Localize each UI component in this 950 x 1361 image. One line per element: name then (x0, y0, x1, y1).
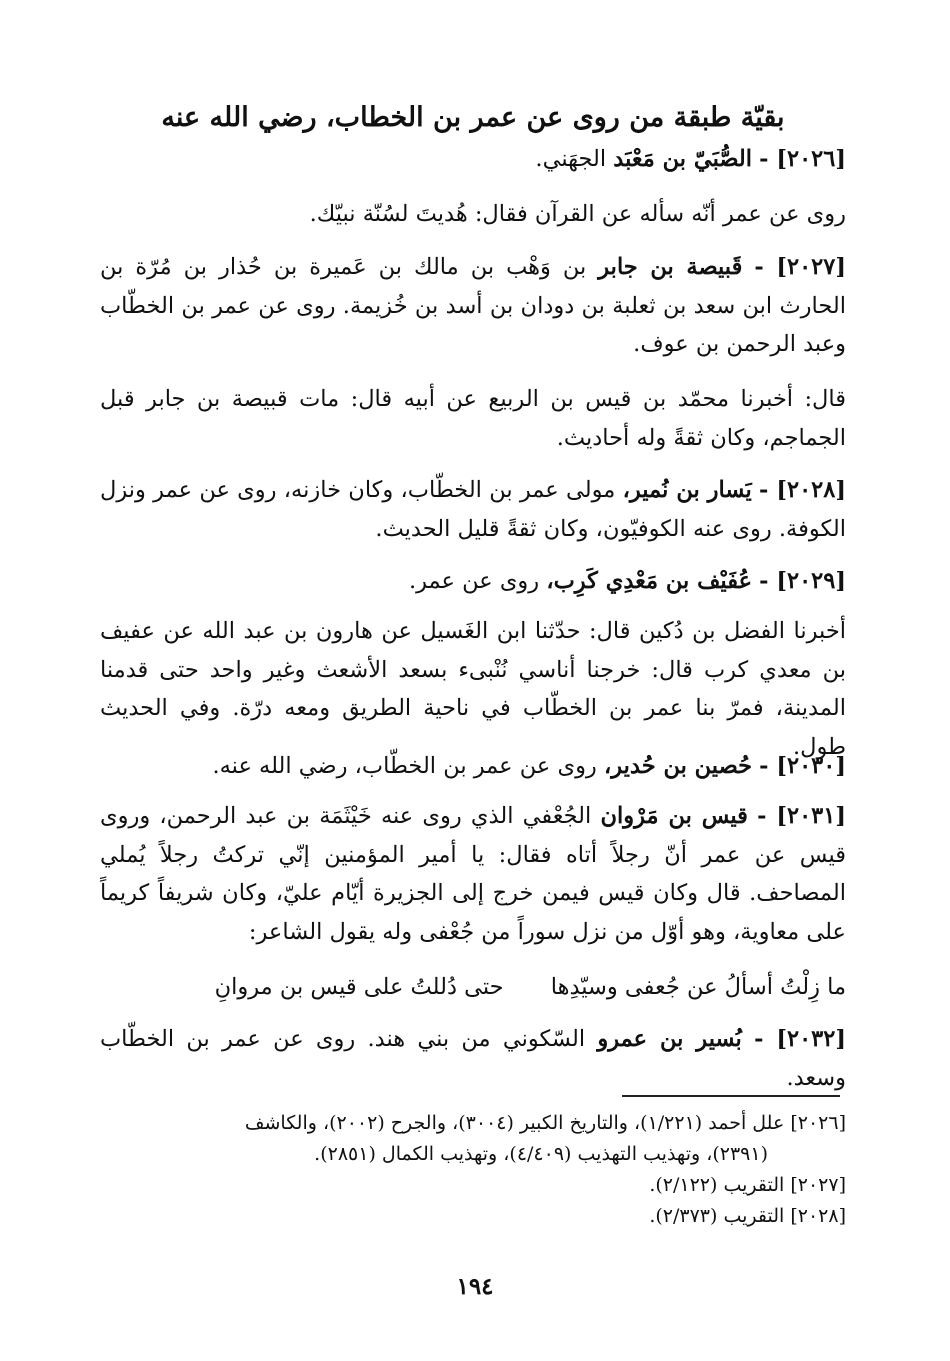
entry-name: الصُّبَيّ بن مَعْبَد (613, 146, 753, 172)
entry-number: [٢٠٢٩] - (759, 568, 846, 594)
entry-number: [٢٠٣٠] - (759, 753, 846, 779)
footnote-2027: [٢٠٢٧] التقريب (٢/١٢٢). (649, 1174, 846, 1196)
entry-text: الجهَني. (535, 146, 614, 172)
entry-name: يَسار بن نُمير، (622, 477, 752, 503)
entry-number: [٢٠٣٢] - (754, 1026, 846, 1052)
paragraph: قال: أخبرنا محمّد بن قيس بن الربيع عن أبيه قال: مات قبيصة بن جابر قبل الجماجم، وكان ثقةً وله أحاديث. (100, 386, 846, 451)
page-title: بقيّة طبقة من روى عن عمر بن الخطاب، رضي الله عنه (161, 102, 785, 133)
footnotes (100, 1108, 846, 1232)
footnote-2026-line2: (٢٣٩١)، وتهذيب التهذيب (٤/٤٠٩)، وتهذيب الكمال (٢٨٥١). (314, 1143, 768, 1165)
entry-2026 (100, 140, 846, 179)
entry-2030 (100, 747, 846, 786)
entry-number: [٢٠٢٧] - (754, 254, 846, 280)
paragraph: روى عن عمر أنّه سأله عن القرآن فقال: هُديتَ لسُنّة نبيّك. (309, 201, 846, 227)
footnote-divider (622, 1095, 840, 1097)
entry-2027 (100, 248, 846, 364)
entry-number: [٢٠٢٦] - (759, 146, 846, 172)
poetry-verse (100, 968, 846, 1006)
footnote-2026-line1: [٢٠٢٦] علل أحمد (١/٢٢١)، والتاريخ الكبير (٣٠٠٤)، والجرح (٢٠٠٢)، والكاشف (244, 1112, 846, 1134)
entry-2031 (100, 797, 846, 951)
entry-2029 (100, 562, 846, 601)
entry-name: قيس بن مَرْوان (600, 803, 748, 829)
entry-2028 (100, 471, 846, 548)
entry-text: الجُعْفي الذي روى عنه خَيْثَمَة بن عبد الرحمن، وروى قيس عن عمر أنّ رجلاً أتاه فقال: يا أمير المؤمنين إنّي تركتُ رجلاً يُملي المصاحف. قال وكان قيس فيمن خرج إلى الجزيرة أيّام عليّ، وكان شريفاً كريماً على معاوية، وهو أوّل من نزل سوراً من جُعْفى وله يقول الشاعر: (100, 803, 846, 945)
entry-name: عُفَيْف بن مَعْدِي كَرِب، (546, 568, 753, 594)
entry-number: [٢٠٣١] - (757, 803, 846, 829)
entry-name: بُسير بن عمرو (597, 1026, 742, 1052)
entry-text: روى عن عمر بن الخطّاب، رضي الله عنه. (212, 753, 604, 779)
entry-number: [٢٠٢٨] - (759, 477, 846, 503)
paragraph: أخبرنا الفضل بن دُكين قال: حدّثنا ابن الغَسيل عن هارون بن عبد الله عن عفيف بن معدي كرب قال: خرجنا أناسي نُنْبىء بسعد الأشعث وغير واحد حتى قدمنا المدينة، فمرّ بنا عمر بن الخطّاب في ناحية الطريق ومعه درّة. وفي الحديث طول. (100, 618, 846, 760)
verse-second-hemistich: حتى دُللتُ على قيس بن مروانِ (214, 974, 504, 1000)
entry-2032 (100, 1020, 846, 1097)
entry-text: بن وَهْب بن مالك بن عَميرة بن حُذار بن مُرّة بن الحارث ابن سعد بن ثعلبة بن دودان بن أسد بن خُزيمة. روى عن عمر بن الخطّاب وعبد الرحمن بن عوف. (100, 254, 846, 357)
entry-name: حُصين بن حُدير، (603, 753, 753, 779)
entry-text: السّكوني من بني هند. روى عن عمر بن الخطّاب وسعد. (100, 1026, 846, 1091)
verse-first-hemistich: ما زِلْتُ أسألُ عن جُعفى وسيّدِها (550, 974, 846, 1000)
entry-text: روى عن عمر. (408, 568, 547, 594)
page-number: ١٩٤ (456, 1273, 494, 1300)
entry-text: مولى عمر بن الخطّاب، وكان خازنه، روى عن عمر ونزل الكوفة. روى عنه الكوفيّون، وكان ثقةً قليل الحديث. (100, 477, 846, 542)
footnote-2028: [٢٠٢٨] التقريب (٢/٣٧٣). (649, 1205, 846, 1227)
entry-name: قَبيصة بن جابر (598, 254, 743, 280)
